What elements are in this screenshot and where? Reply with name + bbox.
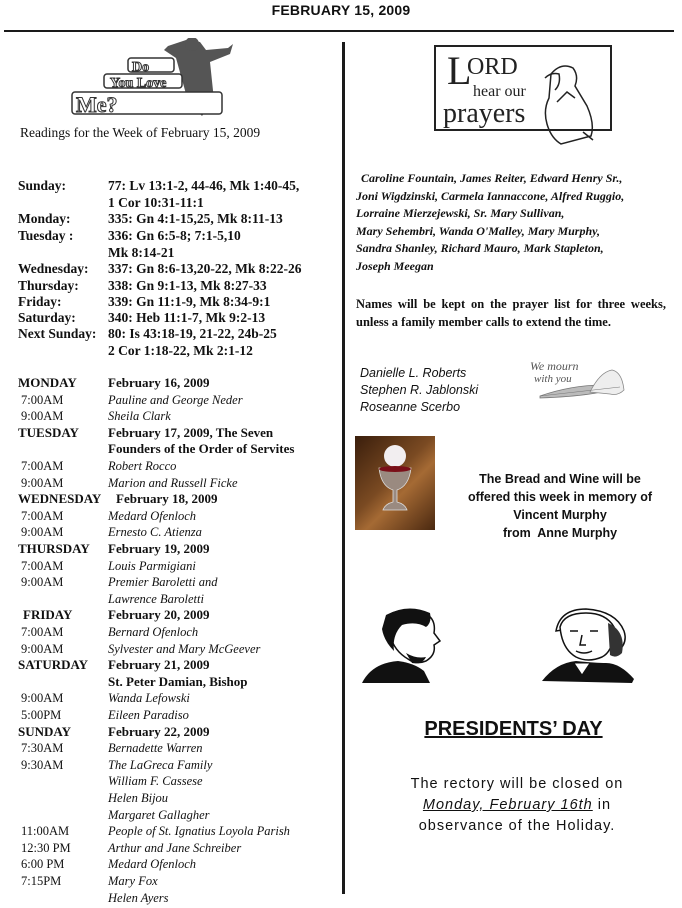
reading-day: Next Sunday: [18, 326, 97, 341]
mass-intention: Bernadette Warren [108, 741, 203, 756]
mass-intention: People of St. Ignatius Loyola Parish [108, 824, 290, 839]
mass-time: 11:00AM [21, 824, 70, 839]
mourning-names [360, 365, 478, 416]
mourned-name: Stephen R. Jablonski [360, 383, 479, 397]
mass-intention: Louis Parmigiani [108, 558, 196, 573]
reading-citation: 339: Gn 11:1-9, Mk 8:34-9:1 [108, 294, 271, 309]
prayer-list-line: Caroline Fountain, James Reiter, Edward Henry Sr., [361, 171, 623, 185]
reading-citation: 1 Cor 10:31-11:1 [108, 194, 204, 210]
mass-intention: Wanda Lefowski [108, 691, 190, 706]
schedule-date: February 19, 2009 [108, 541, 210, 556]
we-mourn-with-you-graphic [528, 356, 638, 406]
mass-intention: Bernard Ofenloch [108, 625, 199, 639]
reading-day: Friday: [18, 294, 62, 309]
lincoln-portrait [358, 605, 458, 685]
reading-day: Tuesday : [18, 228, 74, 243]
presidents-day-title: PRESIDENTS’ DAY [424, 718, 603, 740]
prayer-list-line: Lorraine Mierzejewski, Sr. Mary Sullivan, [356, 206, 565, 220]
mass-time: 7:00AM [21, 392, 64, 407]
mass-intention: Medard Ofenloch [108, 857, 197, 872]
mourned-name: Roseanne Scerbo [360, 400, 461, 414]
mass-time: 12:30 PM [21, 840, 71, 855]
mass-time: 9:00AM [21, 475, 64, 490]
mass-time: 5:00PM [21, 708, 62, 722]
schedule-date: February 17, 2009, The Seven [108, 424, 274, 440]
mass-intention: Margaret Gallagher [108, 807, 210, 822]
mass-intention: Helen Ayers [108, 890, 169, 905]
reading-citation: Mk 8:14-21 [108, 244, 175, 260]
notice-line: observance of the Holiday. [418, 818, 616, 834]
mass-time: 9:00AM [21, 409, 64, 424]
prayer-list-line: Joni Wigdzinski, Carmela Iannaccone, Alfred Ruggio, [356, 188, 625, 203]
mass-intention: Ernesto C. Atienza [108, 525, 202, 540]
prayer-list-line: Mary Sehembri, Wanda O'Malley, Mary Murphy, [356, 223, 601, 238]
chalice-image [355, 436, 435, 530]
schedule-day: FRIDAY [23, 607, 73, 623]
mass-intention: Premier Baroletti and [108, 575, 218, 590]
svg-text:with you: with you [534, 373, 572, 385]
do-you-love-me-logo [68, 38, 264, 118]
schedule-date: St. Peter Damian, Bishop [108, 673, 248, 689]
presidents-day-notice [372, 774, 662, 837]
bread-wine-line: Vincent Murphy [513, 508, 607, 522]
mass-intention: Pauline and George Neder [108, 392, 243, 407]
reading-citation: 336: Gn 6:5-8; 7:1-5,10 [108, 228, 241, 243]
mass-time: 7:00AM [21, 459, 64, 473]
prayer-list-line: Joseph Meegan [356, 258, 434, 273]
schedule-day: MONDAY [18, 375, 77, 390]
mass-intention: Mary Fox [108, 874, 158, 888]
schedule-date: Founders of the Order of Servites [108, 441, 295, 457]
bulletin-date-header: FEBRUARY 15, 2009 [271, 2, 411, 18]
mass-time: 7:00AM [21, 625, 64, 639]
mass-intention: The LaGreca Family [108, 757, 213, 772]
reading-day: Saturday: [18, 310, 76, 325]
notice-line: The rectory will be closed on [410, 776, 624, 792]
readings-title: Readings for the Week of February 15, 2009 [20, 125, 261, 140]
svg-text:ORD: ORD [467, 54, 518, 80]
washington-portrait [538, 605, 638, 685]
reading-citation: 2 Cor 1:18-22, Mk 2:1-12 [108, 342, 253, 358]
mass-time: 9:30AM [21, 757, 64, 772]
schedule-date: February 21, 2009 [108, 657, 210, 673]
notice-line [372, 795, 662, 816]
mass-intention: Medard Ofenloch [108, 508, 197, 523]
svg-text:hear our: hear our [473, 83, 526, 100]
mass-time: 7:30AM [21, 741, 64, 756]
mass-intention: Marion and Russell Ficke [108, 475, 238, 490]
svg-text:L: L [447, 48, 472, 93]
svg-text:You Love: You Love [110, 76, 167, 91]
mass-time: 7:15PM [21, 874, 62, 888]
svg-text:We mourn: We mourn [530, 359, 579, 373]
prayer-list-line: Sandra Shanley, Richard Mauro, Mark Stapleton, [356, 241, 604, 255]
reading-citation: 338: Gn 9:1-13, Mk 8:27-33 [108, 278, 267, 293]
mass-intention: Robert Rocco [108, 459, 177, 473]
schedule-day: SUNDAY [18, 723, 71, 739]
schedule-day: TUESDAY [18, 424, 79, 440]
svg-text:Do: Do [132, 60, 150, 75]
mass-time: 9:00AM [21, 641, 64, 656]
schedule-date: February 16, 2009 [108, 375, 210, 390]
reading-citation: 340: Heb 11:1-7, Mk 9:2-13 [108, 310, 266, 325]
reading-day: Thursday: [18, 278, 79, 293]
svg-text:prayers: prayers [443, 98, 526, 129]
bread-wine-line: The Bread and Wine will be [479, 472, 641, 486]
reading-day: Wednesday: [18, 261, 89, 276]
mass-intention: Sylvester and Mary McGeever [108, 641, 261, 656]
mass-time: 9:00AM [21, 525, 64, 540]
schedule-date: February 22, 2009 [108, 723, 210, 739]
reading-citation: 337: Gn 8:6-13,20-22, Mk 8:22-26 [108, 261, 302, 276]
mass-intention: Eileen Paradiso [108, 708, 189, 722]
mass-schedule [18, 375, 340, 905]
reading-citation: 80: Is 43:18-19, 21-22, 24b-25 [108, 326, 277, 341]
mass-time: 6:00 PM [21, 857, 65, 872]
mass-time: 7:00AM [21, 508, 64, 523]
column-divider [342, 42, 345, 894]
svg-text:Me?: Me? [76, 92, 118, 117]
schedule-date: February 18, 2009 [116, 491, 218, 507]
mass-time: 7:00AM [21, 558, 64, 573]
bread-and-wine-notice [440, 470, 680, 542]
reading-day: Monday: [18, 211, 71, 226]
reading-citation: 335: Gn 4:1-15,25, Mk 8:11-13 [108, 211, 283, 226]
mass-time: 9:00AM [21, 691, 64, 706]
prayer-list [356, 170, 672, 275]
prayer-list-note: Names will be kept on the prayer list for three weeks, unless a family member calls to extend the time. [356, 297, 666, 329]
mass-time: 9:00AM [21, 575, 64, 590]
mass-intention: Lawrence Baroletti [108, 591, 204, 606]
schedule-day: SATURDAY [18, 657, 89, 673]
notice-text: in [592, 797, 612, 813]
mass-intention: Arthur and Jane Schreiber [108, 840, 242, 855]
lord-hear-our-prayers-logo [433, 44, 613, 146]
mass-intention: Sheila Clark [108, 409, 171, 424]
schedule-day: THURSDAY [18, 541, 90, 556]
schedule-date: February 20, 2009 [108, 607, 210, 623]
bread-wine-line: from Anne Murphy [502, 526, 618, 540]
mass-intention: Helen Bijou [108, 791, 169, 805]
closure-date: Monday, February 16th [422, 797, 593, 813]
reading-day: Sunday: [18, 178, 67, 193]
mass-intention: William F. Cassese [108, 774, 203, 789]
mourned-name: Danielle L. Roberts [360, 366, 467, 380]
reading-citation: 77: Lv 13:1-2, 44-46, Mk 1:40-45, [108, 178, 300, 193]
schedule-day: WEDNESDAY [18, 491, 102, 507]
readings-list [18, 178, 338, 358]
bread-wine-line: offered this week in memory of [467, 490, 653, 504]
header-divider [4, 30, 674, 32]
